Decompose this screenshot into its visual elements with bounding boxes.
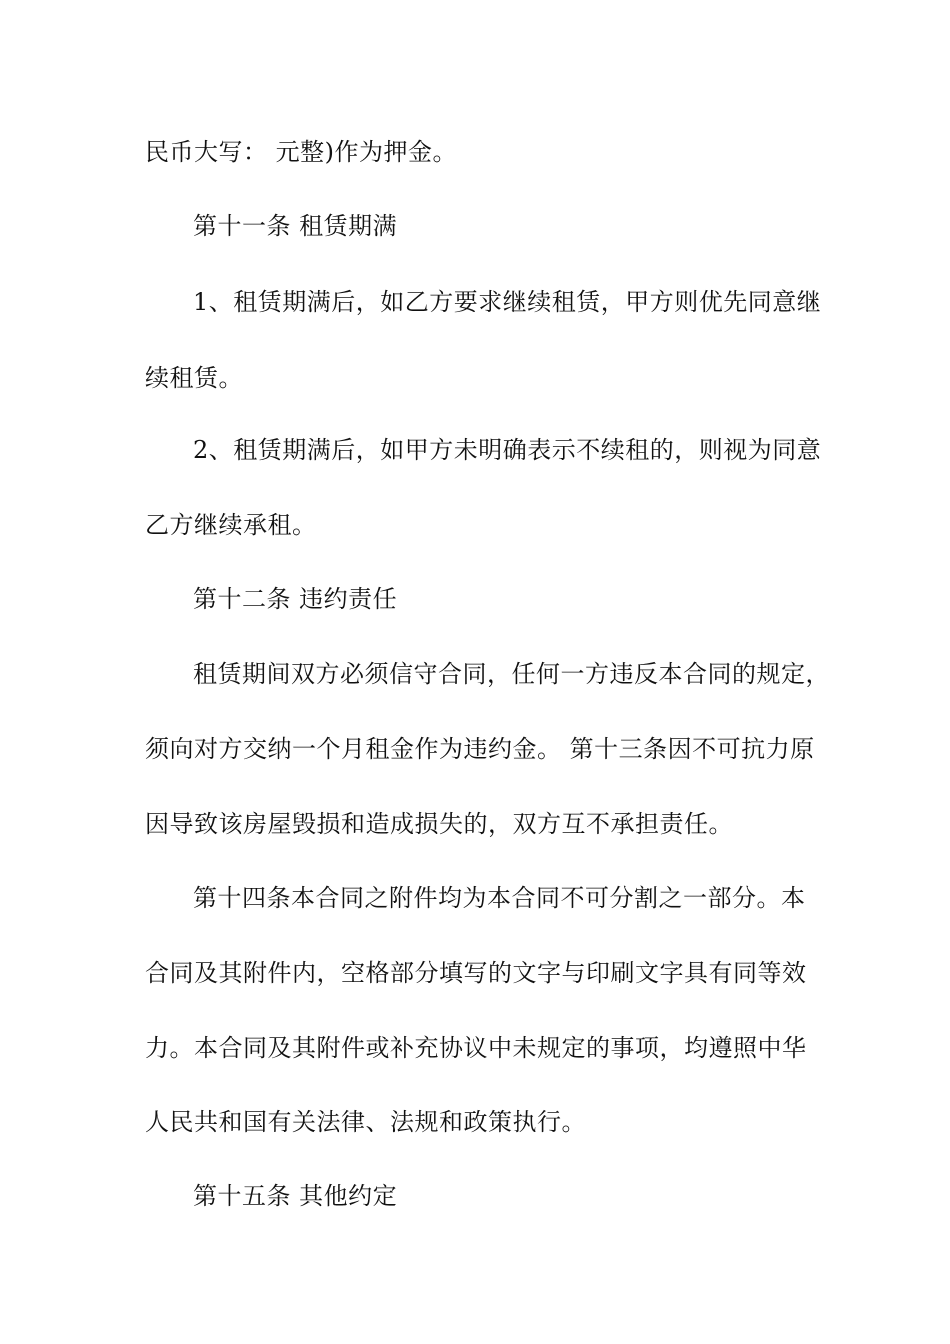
section-heading-14: 第十四条本合同之附件均为本合同不可分割之一部分。本: [193, 884, 806, 912]
paragraph-line: 1、租赁期满后，如乙方要求继续租赁，甲方则优先同意继: [193, 288, 822, 316]
paragraph-line: 须向对方交纳一个月租金作为违约金。 第十三条因不可抗力原: [145, 735, 815, 763]
section-heading-11: 第十一条 租赁期满: [193, 212, 398, 240]
paragraph-line: 续租赁。: [145, 364, 243, 392]
paragraph-line: 民币大写： 元整)作为押金。: [145, 138, 457, 166]
paragraph-line: 人民共和国有关法律、法规和政策执行。: [145, 1108, 586, 1136]
paragraph-line: 乙方继续承租。: [145, 511, 317, 539]
paragraph-line: 合同及其附件内，空格部分填写的文字与印刷文字具有同等效: [145, 959, 807, 987]
paragraph-line: 2、租赁期满后，如甲方未明确表示不续租的，则视为同意: [193, 436, 822, 464]
section-heading-15: 第十五条 其他约定: [193, 1182, 398, 1210]
section-heading-12: 第十二条 违约责任: [193, 585, 398, 613]
paragraph-line: 因导致该房屋毁损和造成损失的，双方互不承担责任。: [145, 810, 733, 838]
paragraph-line: 力。本合同及其附件或补充协议中未规定的事项，均遵照中华: [145, 1034, 807, 1062]
paragraph-line: 租赁期间双方必须信守合同，任何一方违反本合同的规定，: [193, 660, 830, 688]
